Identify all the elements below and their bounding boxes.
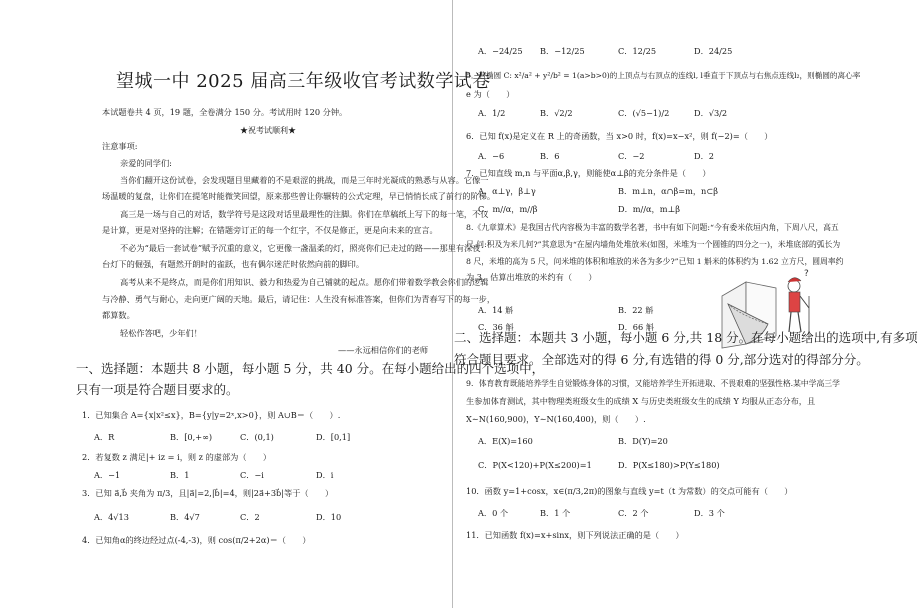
question-7-option-c[interactable]: C．m//α，m//β [478,204,538,214]
question-2-stem: 2．若复数 z 满足|+ iz = i，则 z 的虚部为（ ） [82,452,272,462]
question-2-option-c[interactable]: C．−i [240,470,264,480]
question-3-option-a[interactable]: A．4√13 [94,512,129,522]
question-1-option-b[interactable]: B．[0,+∞) [170,432,213,442]
exam-wish: ★祝考试顺利★ [240,126,296,135]
question-7-stem: 7．已知直线 m,n 与平面α,β,γ，则能使α⊥β的充分条件是（ ） [466,168,711,178]
question-3-option-b[interactable]: B．4√7 [170,512,200,522]
question-4-option-b[interactable]: B．−12/25 [540,46,585,56]
question-8-stem-cont: 8 尺，米堆的高为 5 尺，问米堆的体积和堆放的米各为多少?”已知 1 斛米的体积约为 1.62 立方尺，圆周率约 [466,257,844,266]
question-8-stem-cont: 尺.问:积及为米几何?”其意思为“在屋内墙角处堆放米(如图，米堆为一个圆锥的四分之一)，米堆底部的弧长为 [466,240,841,249]
question-3-option-d[interactable]: D．10 [316,512,342,522]
question-9-stem-cont: X∼N(160,900)，Y∼N(160,400)，则（ ）. [466,414,646,424]
question-4-option-a[interactable]: A．−24/25 [478,46,523,56]
question-8-option-b[interactable]: B．22 斛 [618,305,654,315]
question-8-stem-cont: 为 3，估算出堆放的米约有（ ） [466,272,597,282]
letter-line: 当你们翻开这份试卷，会发现题目里藏着的不是艰涩的挑战，而是三年时光凝成的熟悉与从容。它像一 [120,175,489,185]
question-7-option-d[interactable]: D．m//α，m⊥β [618,204,680,214]
question-5-option-c[interactable]: C．(√5−1)/2 [618,108,670,118]
svg-text:?: ? [804,269,809,279]
letter-line: 与冷静、勇气与耐心，走向更广阔的天地。最后，请记住：人生没有标准答案，但你们为青春写下的每一步， [102,294,496,304]
question-2-option-b[interactable]: B．1 [170,470,190,480]
letter-line: 不必为“最后一套试卷”赋予沉重的意义，它更像一盏温柔的灯，照亮你们已走过的路——那里有深夜 [120,243,481,253]
question-10-option-b[interactable]: B．1 个 [540,508,571,518]
exam-title: 望城一中 2025 届高三年级收官考试数学试卷 [116,71,491,92]
question-9-option-c[interactable]: C．P(X<120)+P(X≤200)=1 [478,460,592,470]
letter-line: 都算数。 [102,310,135,320]
question-10-option-d[interactable]: D．3 个 [694,508,725,518]
exam-info: 本试题卷共 4 页，19 题，全卷满分 150 分。考试用时 120 分钟。 [102,107,348,117]
section-1-title: 一、选择题：本题共 8 小题，每小题 5 分，共 40 分。在每小题给出的四个选项中， [76,361,545,376]
letter-line: 台灯下的倔强，有题然开朗时的雀跃，也有偶尔迷茫时依然向前的脚印。 [102,259,365,269]
question-10-option-a[interactable]: A．0 个 [478,508,509,518]
letter-line: 高三是一场与自己的对话，数学符号是这段对话里最理性的注脚。你们在草稿纸上写下的每一笔，不仅 [120,209,489,219]
question-9-stem-cont: 生参加体育测试，其中物理类班级女生的成绩 X 与历史类班级女生的成绩 Y 均服从正态分布，且 [466,396,816,406]
section-1-title-cont: 只有一项是符合题目要求的。 [76,382,239,397]
letter-signature: ——永远相信你们的老师 [338,345,429,355]
question-2-option-a[interactable]: A．−1 [94,470,121,480]
question-8-option-a[interactable]: A．14 斛 [478,305,514,315]
letter-greeting: 亲爱的同学们: [120,158,172,168]
question-5-option-b[interactable]: B．√2/2 [540,108,573,118]
question-8-option-c[interactable]: C．36 斛 [478,322,514,332]
question-4-option-c[interactable]: C．12/25 [618,46,657,56]
letter-line: 高考从来不是终点，而是你们用知识、毅力和热爱为自己铺就的起点。愿你们带着数学教会你们的逻辑 [120,277,489,287]
question-9-option-b[interactable]: B．D(Y)=20 [618,436,668,446]
question-6-stem: 6．已知 f(x)是定义在 R 上的奇函数，当 x>0 时，f(x)=x−x²，则 f(−2)=（ ） [466,131,773,141]
question-10-stem: 10．函数 y=1+cosx，x∈(π/3,2π)的图象与直线 y=t（t 为常数）的交点可能有（ ） [466,486,793,496]
question-6-option-b[interactable]: B．6 [540,151,560,161]
question-2-option-d[interactable]: D．i [316,470,334,480]
question-5-stem: 5．若椭圆 C: x²/a² + y²/b² = 1(a>b>0)的上顶点与右顶点的连线l, l垂直于下顶点与右焦点连线l₂，则椭圆的离心率 [466,71,861,80]
question-3-stem: 3．已知 a⃗,b⃗ 夹角为 π/3，且|a⃗|=2,|b⃗|=4，则|2a⃗+3b⃗|等于（ ） [82,488,334,498]
section-2-title: 二、选择题：本题共 3 小题，每小题 6 分,共 18 分。在每小题给出的选项中,有多项 [454,330,918,345]
question-11-stem: 11．已知函数 f(x)=x+sinx，则下列说法正确的是（ ） [466,530,684,540]
question-1-stem: 1．已知集合 A={x|x²≤x}，B={y|y=2ˣ,x>0}，则 A∪B＝（ ）. [82,410,341,420]
question-1-option-a[interactable]: A．R [94,432,115,442]
letter-line: 是计算，更是对坚持的注解；在错题旁订正的每一个红字，不仅是修正，更是向未来的宣言。 [102,225,438,235]
question-9-option-a[interactable]: A．E(X)=160 [478,436,533,446]
question-5-stem-cont: e 为（ ） [466,89,515,99]
letter-line: 轻松作答吧，少年们！ [120,328,202,338]
question-5-option-d[interactable]: D．√3/2 [694,108,728,118]
question-9-option-d[interactable]: D．P(X≤180)>P(Y≤180) [618,460,720,470]
question-6-option-c[interactable]: C．−2 [618,151,645,161]
question-8-stem: 8.《九章算术》是我国古代内容极为丰富的数学名著，书中有如下问题:“今有委米依垣内角，下周八尺，高五 [466,223,839,232]
letter-line: 场温暖的复盘，让你们在提笔时能微笑回望，原来那些曾让你辗转的公式定理，早已悄悄长成了前行的阶梯。 [102,191,496,201]
question-7-option-b[interactable]: B．m⊥n，α∩β=m，n⊂β [618,186,718,196]
question-1-option-d[interactable]: D．[0,1] [316,432,351,442]
question-6-option-a[interactable]: A．−6 [478,151,505,161]
question-6-option-d[interactable]: D．2 [694,151,714,161]
notice-heading: 注意事项: [102,141,138,151]
question-1-option-c[interactable]: C．(0,1) [240,432,274,442]
question-7-option-a[interactable]: A．α⊥γ，β⊥γ [478,186,536,196]
question-8-option-d[interactable]: D．66 斛 [618,322,654,332]
question-10-option-c[interactable]: C．2 个 [618,508,649,518]
question-4-stem: 4．已知角α的终边经过点(-4,-3)，则 cos(π/2+2α)＝（ ） [82,535,311,545]
question-4-option-d[interactable]: D．24/25 [694,46,733,56]
question-9-stem: 9．体育教育既能培养学生自觉锻炼身体的习惯，又能培养学生开拓进取、不畏艰难的坚强性格.某中学高三学 [466,379,840,388]
question-3-option-c[interactable]: C．2 [240,512,260,522]
section-2-title-cont: 符合题目要求。全部选对的得 6 分,有选错的得 0 分,部分选对的得部分分。 [454,352,869,367]
question-5-option-a[interactable]: A．1/2 [478,108,506,118]
